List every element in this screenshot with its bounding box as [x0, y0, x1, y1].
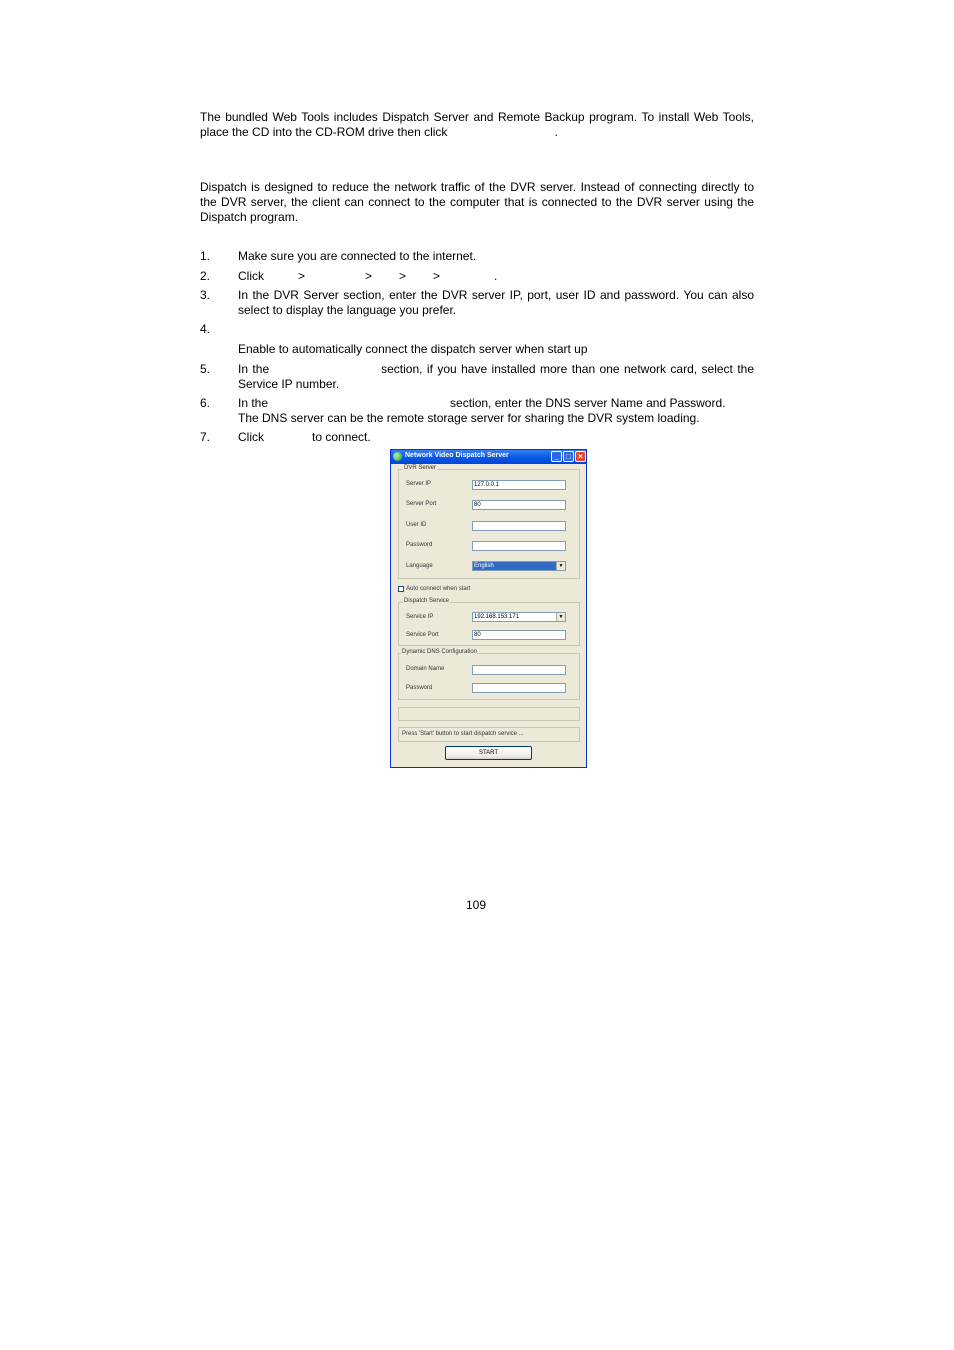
service-ip-select[interactable]	[472, 612, 566, 622]
dispatch-description: Dispatch is designed to reduce the network traffic of the DVR server. Instead of connecting directly to the DVR server, the client can connect to the computer that is connected to the DVR server using the Dispatch program.	[200, 180, 754, 224]
progress-box	[398, 707, 580, 721]
dns-config-group-label: Dynamic DNS Configuration	[402, 649, 478, 655]
title-bar	[391, 450, 586, 464]
service-ip-value: 192.168.153.171	[474, 614, 520, 620]
window-title: Network Video Dispatch Server	[405, 452, 509, 459]
chevron-down-icon[interactable]: ▼	[556, 613, 565, 621]
step-2-sep-1: >	[298, 269, 306, 283]
user-id-input[interactable]	[472, 521, 566, 531]
status-box	[398, 727, 580, 742]
password-label: Password	[406, 542, 433, 548]
status-text: Press 'Start' button to start dispatch service ...	[402, 731, 524, 737]
domain-name-input[interactable]	[472, 665, 566, 675]
language-select[interactable]	[472, 561, 566, 571]
server-port-input[interactable]: 80	[472, 500, 566, 510]
maximize-icon[interactable]: □	[563, 451, 574, 462]
intro-text: The bundled Web Tools includes Dispatch Server and Remote Backup program. To install Web Tools, place the CD into the CD-ROM drive then click	[200, 110, 754, 139]
service-port-input[interactable]: 80	[472, 630, 566, 640]
intro-end: .	[554, 125, 558, 139]
server-port-label: Server Port	[406, 501, 437, 507]
app-icon	[393, 452, 402, 461]
dns-password-input[interactable]	[472, 683, 566, 693]
step-2-sep-4: >	[433, 269, 441, 283]
auto-connect-label: Auto connect when start	[406, 586, 471, 592]
user-id-label: User ID	[406, 522, 427, 528]
auto-connect-checkbox[interactable]	[398, 586, 404, 592]
dispatch-server-window	[390, 449, 587, 768]
server-ip-label: Server IP	[406, 481, 432, 487]
close-icon[interactable]: ×	[575, 451, 586, 462]
language-value: English	[474, 563, 494, 569]
dns-password-label: Password	[406, 685, 433, 691]
step-2-end: .	[494, 269, 498, 283]
dvr-server-group-label: DVR Server	[404, 465, 437, 471]
language-label: Language	[406, 563, 433, 569]
step-2-sep-3: >	[399, 269, 407, 283]
server-ip-input[interactable]: 127.0.0.1	[472, 480, 566, 490]
minimize-icon[interactable]: _	[551, 451, 562, 462]
start-button[interactable]: START	[445, 746, 532, 760]
step-2-sep-2: >	[365, 269, 373, 283]
service-ip-label: Service IP	[406, 614, 434, 620]
password-input[interactable]	[472, 541, 566, 551]
domain-name-label: Domain Name	[406, 666, 445, 672]
service-port-label: Service Port	[406, 632, 439, 638]
intro-paragraph	[200, 110, 754, 140]
dispatch-service-group-label: Dispatch Service	[404, 598, 450, 604]
page-number: 109	[466, 898, 487, 912]
chevron-down-icon[interactable]: ▼	[556, 562, 565, 570]
